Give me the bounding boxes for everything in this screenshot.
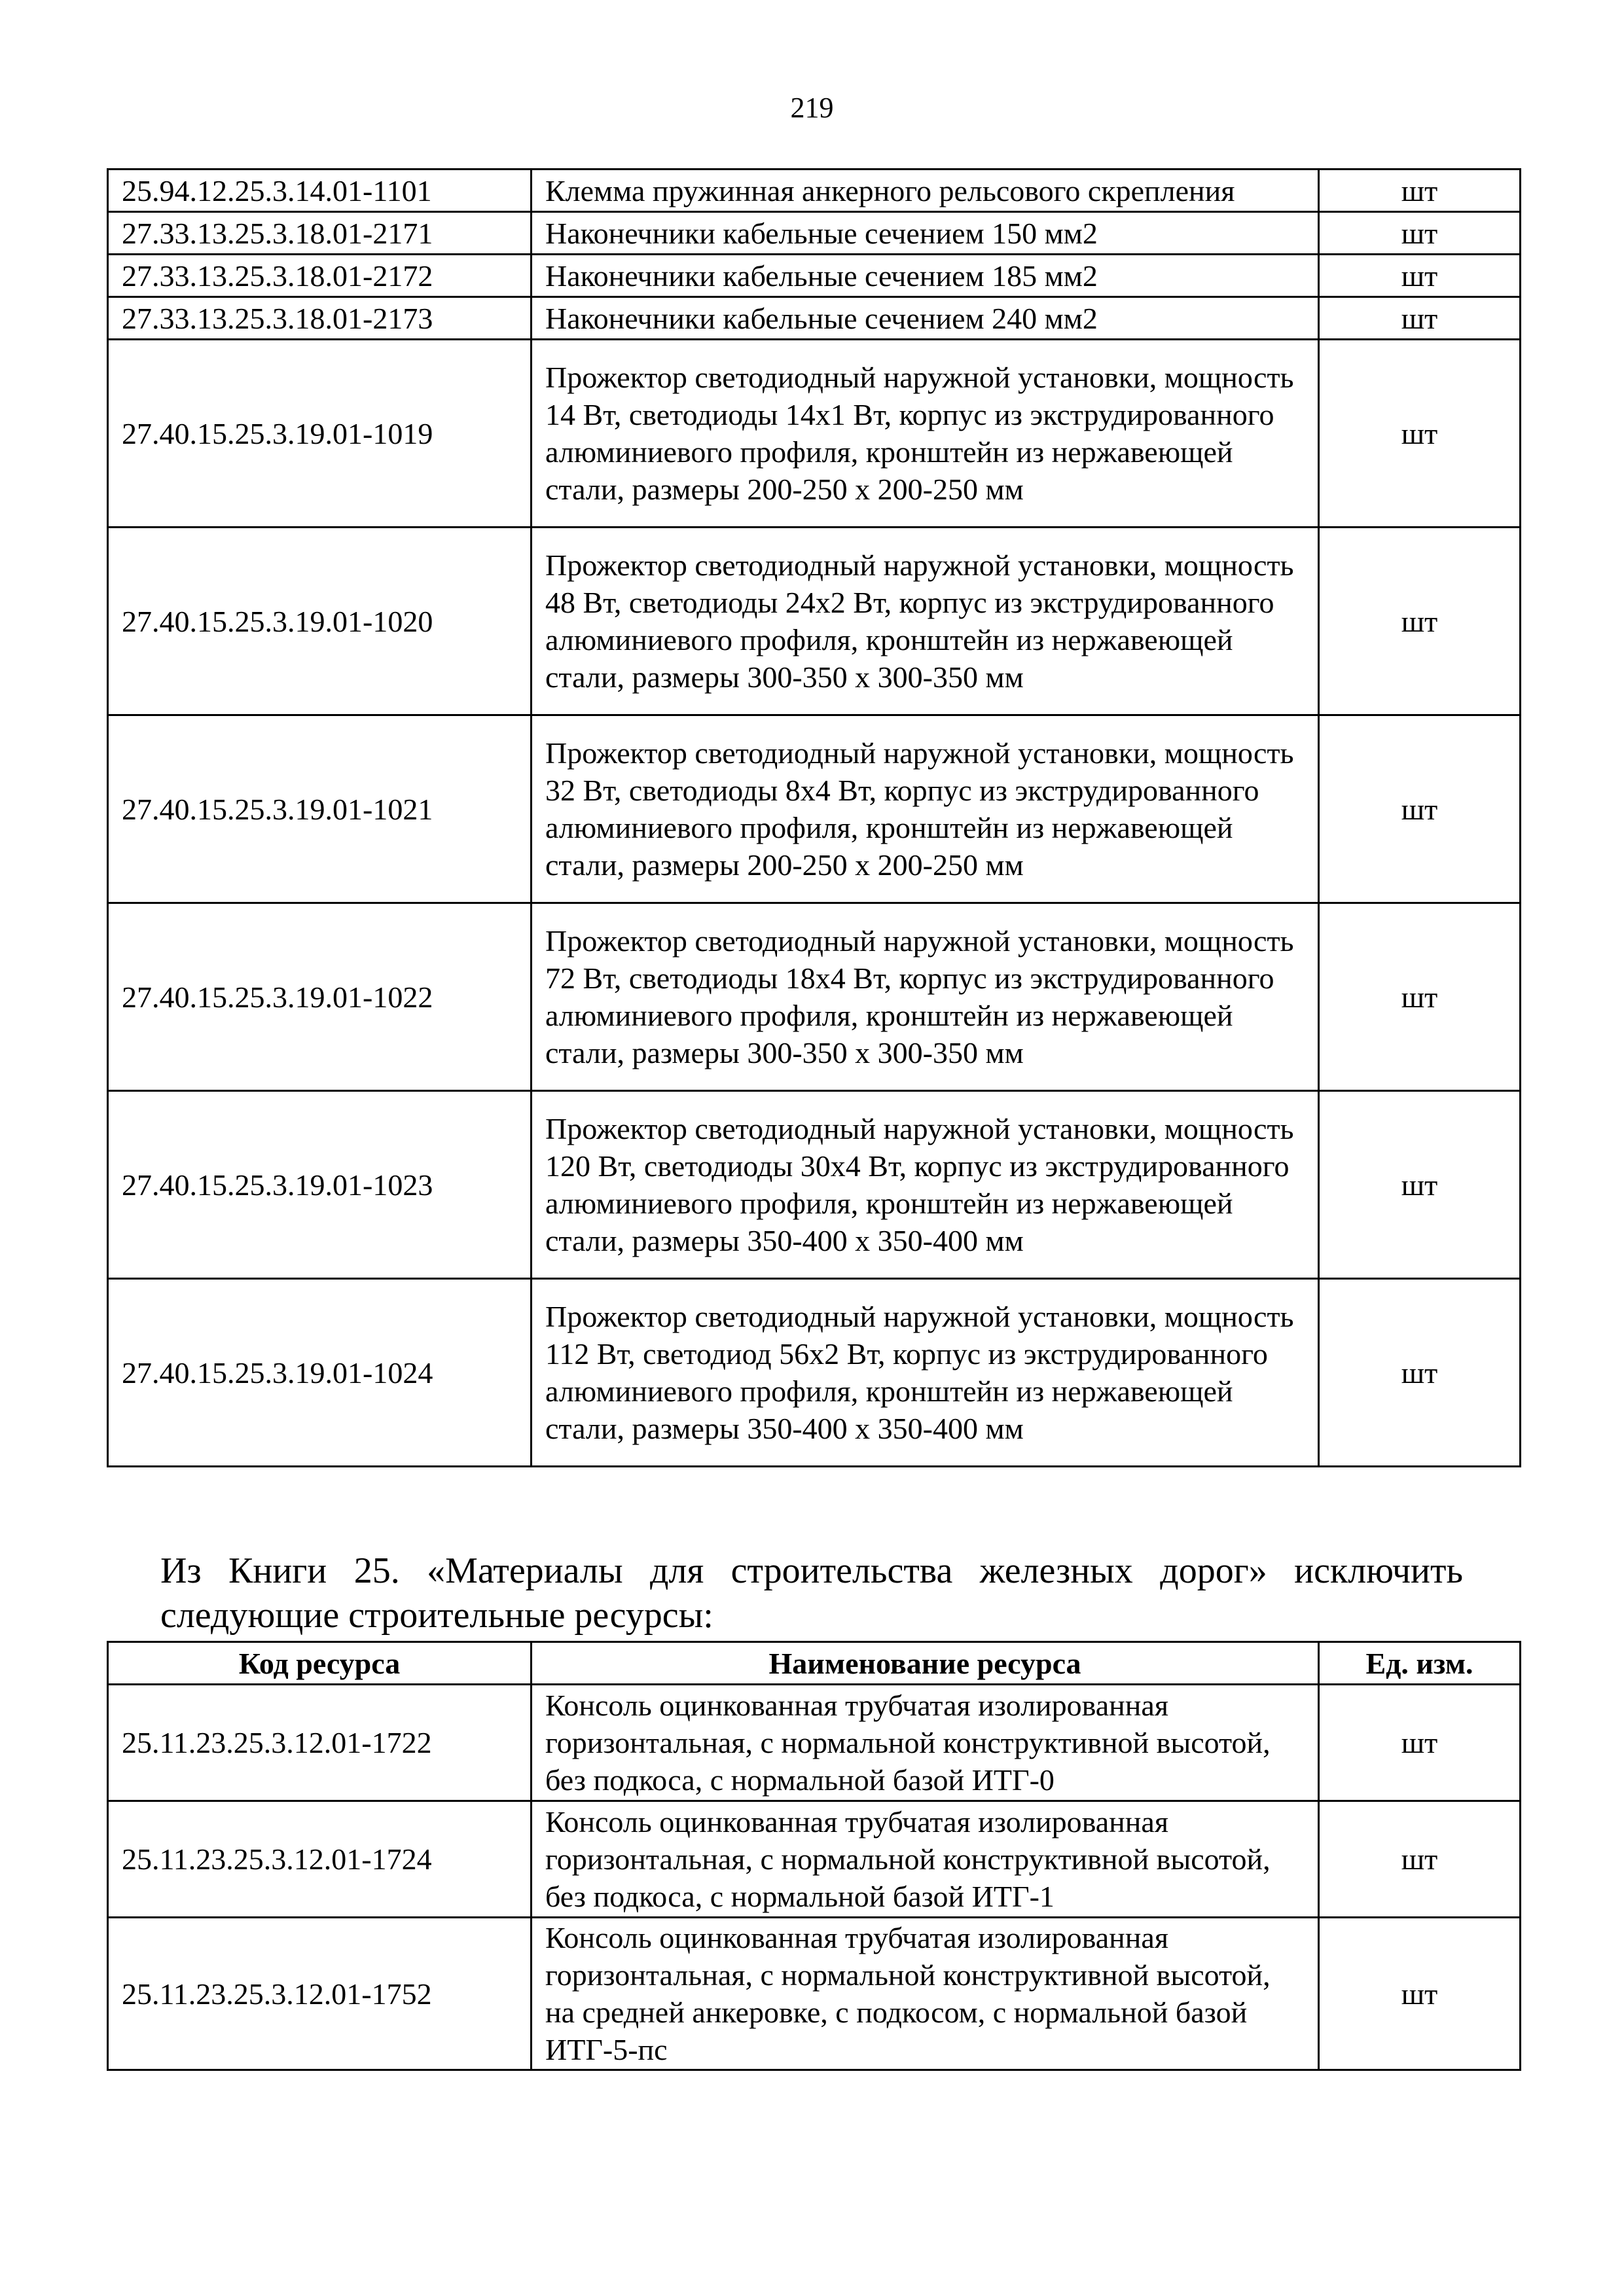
resource-name: Консоль оцинкованная трубчатая изолированная горизонтальная, с нормальной конструктивной высотой, без подкоса, с нормальной базой ИТГ-0 (532, 1685, 1319, 1801)
table-row (108, 715, 1521, 903)
table-row (108, 528, 1521, 715)
resource-unit: шт (1319, 1801, 1521, 1918)
table-row (108, 340, 1521, 528)
resource-unit: шт (1319, 528, 1521, 715)
resource-code: 27.40.15.25.3.19.01-1023 (108, 1091, 532, 1279)
resource-name: Консоль оцинкованная трубчатая изолированная горизонтальная, с нормальной конструктивной высотой, на средней анкеровке, с подкосом, с нормальной базой ИТГ-5-пс (532, 1918, 1319, 2070)
resource-code: 27.33.13.25.3.18.01-2173 (108, 297, 532, 340)
resource-name: Наконечники кабельные сечением 185 мм2 (532, 255, 1319, 297)
table-row (108, 1279, 1521, 1467)
resource-code: 25.94.12.25.3.14.01-1101 (108, 170, 532, 212)
resource-code: 25.11.23.25.3.12.01-1724 (108, 1801, 532, 1918)
resource-name: Прожектор светодиодный наружной установки, мощность 120 Вт, светодиоды 30x4 Вт, корпус из экструдированного алюминиевого профиля, кронштейн из нержавеющей стали, размеры 350-400 х 350-400 мм (532, 1091, 1319, 1279)
resource-unit: шт (1319, 170, 1521, 212)
resource-code: 25.11.23.25.3.12.01-1752 (108, 1918, 532, 2070)
table-row (108, 212, 1521, 255)
resource-name: Консоль оцинкованная трубчатая изолированная горизонтальная, с нормальной конструктивной высотой, без подкоса, с нормальной базой ИТГ-1 (532, 1801, 1319, 1918)
exclusion-paragraph: Из Книги 25. «Материалы для строительства железных дорог» исключить следующие строительные ресурсы: (160, 1551, 1463, 1636)
resource-name: Наконечники кабельные сечением 240 мм2 (532, 297, 1319, 340)
resource-name: Клемма пружинная анкерного рельсового скрепления (532, 170, 1319, 212)
table-row (108, 1685, 1521, 1801)
resource-unit: шт (1319, 1685, 1521, 1801)
resource-name: Прожектор светодиодный наружной установки, мощность 112 Вт, светодиод 56x2 Вт, корпус из экструдированного алюминиевого профиля, кронштейн из нержавеющей стали, размеры 350-400 х 350-400 мм (532, 1279, 1319, 1467)
resource-unit: шт (1319, 1918, 1521, 2070)
resource-name: Прожектор светодиодный наружной установки, мощность 72 Вт, светодиоды 18x4 Вт, корпус из экструдированного алюминиевого профиля, кронштейн из нержавеющей стали, размеры 300-350 х 300-350 мм (532, 903, 1319, 1091)
resource-code: 27.40.15.25.3.19.01-1022 (108, 903, 532, 1091)
table-row (108, 170, 1521, 212)
resource-unit: шт (1319, 715, 1521, 903)
table-row (108, 297, 1521, 340)
header-unit: Ед. изм. (1319, 1642, 1521, 1685)
table-row (108, 1801, 1521, 1918)
resource-unit: шт (1319, 903, 1521, 1091)
header-code: Код ресурса (108, 1642, 532, 1685)
resource-table-excluded (107, 1641, 1521, 2071)
resource-unit: шт (1319, 1279, 1521, 1467)
resource-code: 27.40.15.25.3.19.01-1019 (108, 340, 532, 528)
resource-code: 27.40.15.25.3.19.01-1024 (108, 1279, 532, 1467)
table-row (108, 255, 1521, 297)
resource-unit: шт (1319, 255, 1521, 297)
resource-unit: шт (1319, 1091, 1521, 1279)
table-row (108, 903, 1521, 1091)
resource-unit: шт (1319, 340, 1521, 528)
resource-code: 27.40.15.25.3.19.01-1021 (108, 715, 532, 903)
resource-code: 27.33.13.25.3.18.01-2171 (108, 212, 532, 255)
resource-table-continued (107, 168, 1521, 1467)
header-name: Наименование ресурса (532, 1642, 1319, 1685)
resource-code: 27.40.15.25.3.19.01-1020 (108, 528, 532, 715)
resource-unit: шт (1319, 297, 1521, 340)
resource-name: Прожектор светодиодный наружной установки, мощность 32 Вт, светодиоды 8x4 Вт, корпус из экструдированного алюминиевого профиля, кронштейн из нержавеющей стали, размеры 200-250 х 200-250 мм (532, 715, 1319, 903)
resource-name: Прожектор светодиодный наружной установки, мощность 48 Вт, светодиоды 24x2 Вт, корпус из экструдированного алюминиевого профиля, кронштейн из нержавеющей стали, размеры 300-350 х 300-350 мм (532, 528, 1319, 715)
table-header-row (108, 1642, 1521, 1685)
resource-code: 27.33.13.25.3.18.01-2172 (108, 255, 532, 297)
resource-name: Прожектор светодиодный наружной установки, мощность 14 Вт, светодиоды 14x1 Вт, корпус из экструдированного алюминиевого профиля, кронштейн из нержавеющей стали, размеры 200-250 х 200-250 мм (532, 340, 1319, 528)
resource-code: 25.11.23.25.3.12.01-1722 (108, 1685, 532, 1801)
resource-name: Наконечники кабельные сечением 150 мм2 (532, 212, 1319, 255)
table-row (108, 1091, 1521, 1279)
resource-unit: шт (1319, 212, 1521, 255)
page-number: 219 (790, 92, 834, 124)
table-row (108, 1918, 1521, 2070)
